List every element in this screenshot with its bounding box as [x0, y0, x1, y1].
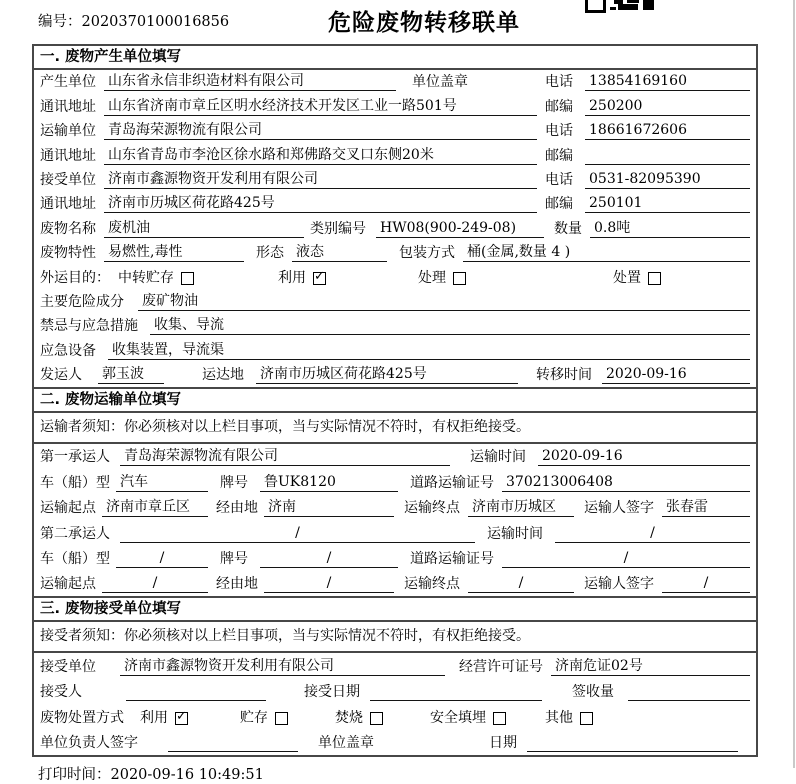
row-receiver [34, 168, 756, 192]
notice-text: 运输者须知：你必须核对以上栏目事项，当与实际情况不符时，有权拒绝接受。 [40, 419, 530, 436]
transporter-phone-value: 18661672606 [585, 122, 750, 140]
transporter-unit-label: 运输单位 [40, 123, 96, 140]
receiver-address-value: 济南市历城区荷花路425号 [104, 195, 537, 213]
row-first-carrier [34, 444, 756, 469]
print-time-value: 2020-09-16 10:49:51 [110, 767, 264, 784]
checkbox-treat [453, 272, 466, 285]
row-transfer-purpose [34, 265, 756, 289]
unit-seal-label: 单位盖章 [318, 735, 374, 752]
row-waste-name [34, 216, 756, 240]
waste-traits-value: 易燃性,毒性 [104, 244, 244, 262]
second-carrier-value: / [120, 525, 475, 543]
checkbox-disposal-store [275, 712, 288, 725]
origin-label: 运输起点 [40, 500, 96, 517]
zip-label: 邮编 [545, 147, 573, 164]
option-label: 贮存 [240, 709, 268, 726]
option-label: 中转贮存 [118, 269, 174, 286]
date-label: 日期 [489, 735, 517, 752]
plate-value: / [260, 550, 398, 568]
notice-text: 接受者须知：你必须核对以上栏目事项，当与实际情况不符时，有权拒绝接受。 [40, 628, 530, 645]
checkbox-disposal-landfill [493, 712, 506, 725]
section-transporter [34, 387, 756, 596]
qr-module-block [618, 4, 638, 10]
transfer-time-label: 转移时间 [536, 367, 592, 384]
row-vehicle-1 [34, 469, 756, 494]
document-header [0, 0, 796, 44]
waste-name-value: 废机油 [104, 220, 304, 238]
doc-number [38, 10, 229, 31]
quantity-value: 0.8吨 [590, 220, 750, 238]
producer-unit-value: 山东省永信非织造材料有限公司 [104, 73, 396, 91]
destination-value: 济南市历城区荷花路425号 [256, 366, 518, 384]
physical-form-label: 形态 [256, 245, 284, 262]
row-emergency-equipment [34, 338, 756, 362]
purpose-option-transfer [118, 270, 278, 287]
print-time [38, 763, 796, 784]
transporter-notice [34, 413, 756, 444]
category-code-value: HW08(900-249-08) [376, 220, 544, 238]
section-receiver [34, 596, 756, 755]
option-label: 其他 [545, 709, 573, 726]
row-producer-address [34, 94, 756, 118]
disposal-option-store [240, 710, 335, 727]
accept-person-label: 接受人 [40, 684, 82, 701]
second-carrier-label: 第二承运人 [40, 525, 110, 542]
row-transporter-address [34, 143, 756, 167]
option-label: 安全填埋 [430, 709, 486, 726]
checkbox-transfer-storage [181, 272, 194, 285]
row-receiver-address [34, 192, 756, 216]
row-route-1 [34, 495, 756, 520]
phone-label: 电话 [545, 74, 573, 91]
endpoint-value: / [468, 575, 574, 593]
qr-module-block [643, 0, 654, 10]
disposal-option-landfill [430, 710, 545, 727]
qr-code-fragment [585, 0, 655, 11]
unit-seal-label: 单位盖章 [412, 74, 468, 91]
row-waste-traits [34, 241, 756, 265]
checkbox-use [313, 272, 326, 285]
purpose-option-dispose [613, 270, 661, 287]
qr-module-block [627, 0, 639, 3]
packing-value: 桶(金属,数量 4 ) [463, 244, 750, 262]
via-value: / [264, 575, 394, 593]
row-accept-unit [34, 653, 756, 679]
address-label: 通讯地址 [40, 196, 96, 213]
doc-number-label: 编号： [38, 14, 82, 30]
receiver-notice [34, 622, 756, 653]
transporter-unit-value: 青岛海荣源物流有限公司 [104, 122, 537, 140]
category-code-label: 类别编号 [310, 220, 366, 237]
origin-label: 运输起点 [40, 576, 96, 593]
option-label: 利用 [140, 709, 168, 726]
checkbox-disposal-other [580, 712, 593, 725]
origin-value: 济南市章丘区 [102, 499, 208, 517]
license-label: 经营许可证号 [459, 658, 543, 675]
scan-edge-line [793, 0, 795, 768]
row-hazard-component [34, 290, 756, 314]
producer-zip-value: 250200 [585, 98, 750, 116]
row-disposal-method [34, 704, 756, 730]
via-label: 经由地 [216, 576, 258, 593]
purpose-option-treat [418, 270, 613, 287]
endpoint-label: 运输终点 [404, 576, 460, 593]
accept-person-value [126, 684, 266, 701]
taboo-measures-value: 收集、导流 [150, 317, 750, 335]
plate-value: 鲁UK8120 [260, 474, 398, 492]
carrier-sign-label: 运输人签字 [584, 500, 654, 517]
row-shipper [34, 363, 756, 387]
section-producer [34, 46, 756, 387]
transporter-zip-value [585, 148, 750, 165]
row-accept-person [34, 679, 756, 705]
leader-sign-label: 单位负责人签字 [40, 735, 138, 752]
receiver-unit-value: 济南市鑫源物资开发利用有限公司 [104, 171, 537, 189]
checkbox-disposal-use [175, 712, 188, 725]
road-permit-value: 370213006408 [502, 474, 750, 492]
disposal-option-burn [335, 710, 430, 727]
row-second-carrier [34, 520, 756, 545]
road-permit-label: 道路运输证号 [410, 474, 494, 491]
leader-sign-value [168, 735, 298, 752]
road-permit-value: / [502, 550, 750, 568]
license-value: 济南危证02号 [551, 658, 750, 676]
received-amount-label: 签收量 [572, 684, 614, 701]
row-transporter [34, 119, 756, 143]
destination-label: 运达地 [202, 367, 244, 384]
address-label: 通讯地址 [40, 147, 96, 164]
print-time-label: 打印时间： [38, 767, 111, 784]
transport-time-label: 运输时间 [470, 449, 526, 466]
option-label: 处置 [613, 269, 641, 286]
accept-date-value [370, 684, 542, 701]
disposal-option-use [140, 710, 240, 727]
option-label: 处理 [418, 269, 446, 286]
phone-label: 电话 [545, 123, 573, 140]
carrier-sign-value: / [662, 575, 750, 593]
disposal-option-other [545, 710, 593, 727]
row-taboo-measures [34, 314, 756, 338]
manifest-form [32, 44, 758, 757]
receiver-phone-value: 0531-82095390 [585, 171, 750, 189]
hazard-component-value: 废矿物油 [138, 293, 750, 311]
emergency-equipment-value: 收集装置，导流渠 [108, 342, 750, 360]
hazard-component-label: 主要危险成分 [40, 293, 124, 310]
purpose-option-use [278, 270, 418, 287]
shipper-value: 郭玉波 [98, 366, 164, 384]
qr-finder-block [585, 0, 606, 13]
transporter-address-value: 山东省青岛市李沧区徐水路和郑佛路交叉口东侧20米 [104, 147, 537, 165]
address-label: 通讯地址 [40, 98, 96, 115]
shipper-label: 发运人 [40, 367, 82, 384]
section2-title: 二. 废物运输单位填写 [34, 387, 756, 413]
quantity-label: 数量 [554, 220, 582, 237]
page-title: 危险废物转移联单 [328, 9, 520, 36]
option-label: 利用 [278, 269, 306, 286]
vehicle-type-label: 车（船）型 [40, 551, 110, 568]
doc-number-value: 2020370100016856 [81, 14, 230, 30]
date-value [527, 735, 738, 752]
road-permit-label: 道路运输证号 [410, 551, 494, 568]
zip-label: 邮编 [545, 196, 573, 213]
physical-form-value: 液态 [292, 244, 387, 262]
producer-address-value: 山东省济南市章丘区明水经济技术开发区工业一路501号 [104, 98, 537, 116]
received-amount-value [628, 684, 750, 701]
qr-module-block [610, 7, 616, 10]
phone-label: 电话 [545, 171, 573, 188]
option-label: 焚烧 [335, 709, 363, 726]
first-carrier-value: 青岛海荣源物流有限公司 [120, 448, 450, 466]
vehicle-type-label: 车（船）型 [40, 474, 110, 491]
transport-time-value: 2020-09-16 [538, 448, 750, 466]
producer-phone-value: 13854169160 [585, 73, 750, 91]
transfer-time-value: 2020-09-16 [602, 366, 750, 384]
transport-time-value: / [555, 525, 750, 543]
endpoint-value: 济南市历城区 [468, 499, 574, 517]
endpoint-label: 运输终点 [404, 500, 460, 517]
plate-label: 牌号 [220, 551, 248, 568]
row-producer [34, 70, 756, 94]
section3-title: 三. 废物接受单位填写 [34, 596, 756, 622]
via-value: 济南 [264, 499, 394, 517]
row-leader-sign [34, 730, 756, 756]
transport-time-label: 运输时间 [487, 525, 543, 542]
vehicle-type-value: 汽车 [116, 474, 208, 492]
waste-name-label: 废物名称 [40, 220, 96, 237]
checkbox-dispose [648, 272, 661, 285]
row-route-2 [34, 571, 756, 596]
checkbox-disposal-burn [370, 712, 383, 725]
via-label: 经由地 [216, 500, 258, 517]
first-carrier-label: 第一承运人 [40, 449, 110, 466]
taboo-measures-label: 禁忌与应急措施 [40, 318, 138, 335]
row-vehicle-2 [34, 546, 756, 571]
receiver-zip-value: 250101 [585, 195, 750, 213]
accept-unit-value: 济南市鑫源物资开发利用有限公司 [120, 658, 445, 676]
purpose-label: 外运目的： [40, 269, 110, 286]
plate-label: 牌号 [220, 474, 248, 491]
zip-label: 邮编 [545, 98, 573, 115]
emergency-equipment-label: 应急设备 [40, 342, 96, 359]
section1-title: 一. 废物产生单位填写 [34, 46, 756, 70]
receiver-unit-label: 接受单位 [40, 171, 96, 188]
disposal-method-label: 废物处置方式 [40, 709, 124, 726]
waste-traits-label: 废物特性 [40, 245, 96, 262]
packing-label: 包装方式 [399, 245, 455, 262]
vehicle-type-value: / [116, 550, 208, 568]
carrier-sign-value: 张春雷 [662, 499, 750, 517]
carrier-sign-label: 运输人签字 [584, 576, 654, 593]
accept-unit-label: 接受单位 [40, 658, 96, 675]
accept-date-label: 接受日期 [304, 684, 360, 701]
producer-unit-label: 产生单位 [40, 74, 96, 91]
origin-value: / [102, 575, 208, 593]
